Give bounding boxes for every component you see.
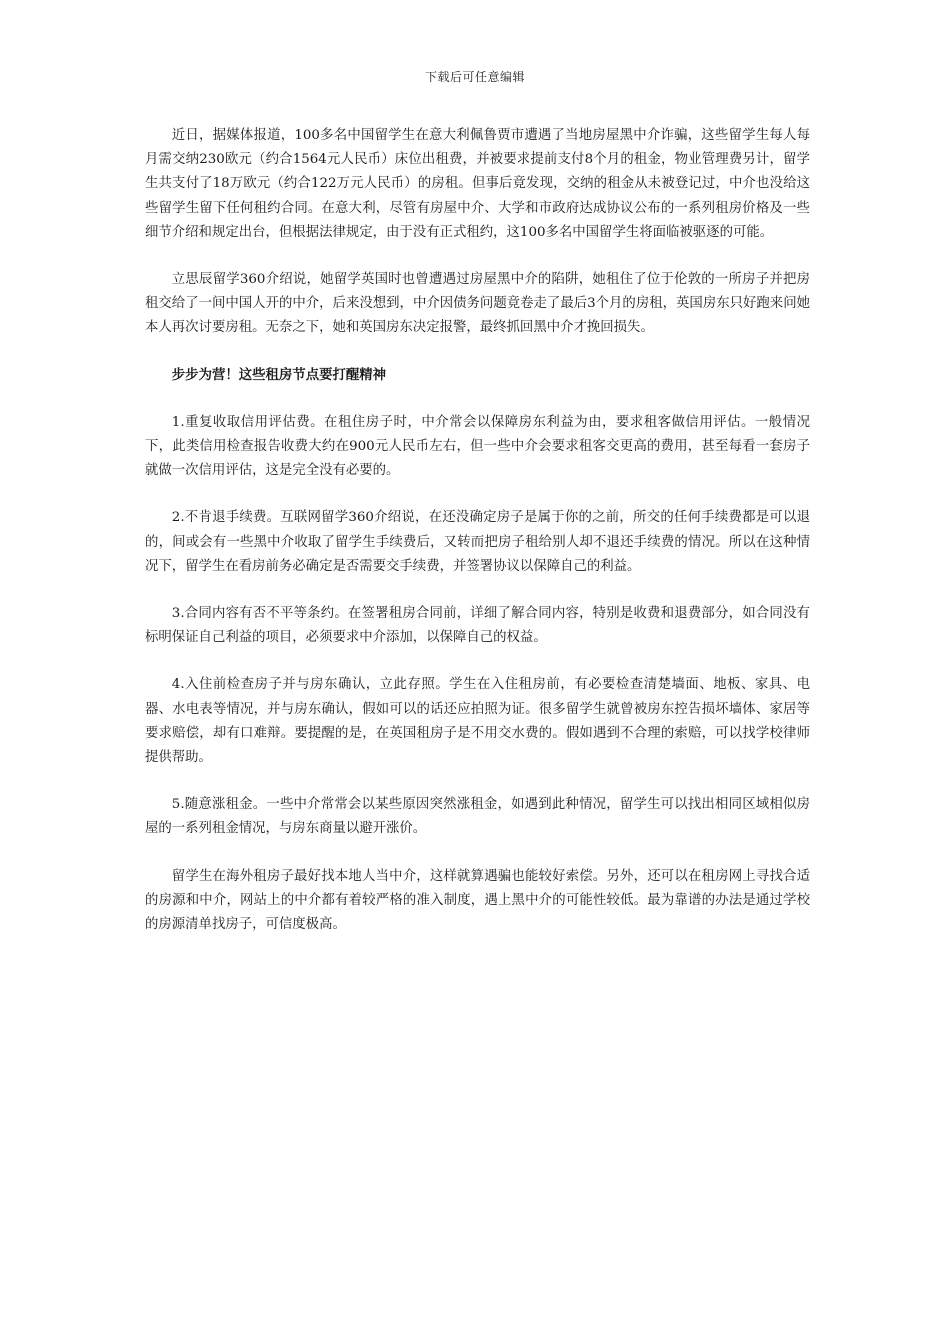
tip-paragraph-3: 3.合同内容有否不平等条约。在签署租房合同前，详细了解合同内容，特别是收费和退费部分，如合同没有标明保证自己利益的项目，必须要求中介添加，以保障自己的权益。 — [145, 606, 810, 646]
section-heading: 步步为营！这些租房节点要打醒精神 — [171, 367, 387, 383]
intro-paragraph-2: 立思辰留学360介绍说，她留学英国时也曾遭遇过房屋黑中介的陷阱，她租住了位于伦敦的一所房子并把房租交给了一间中国人开的中介，后来没想到，中介因债务问题竟卷走了最后3个月的房租，英国房东只好跑来问她本人再次讨要房租。无奈之下，她和英国房东决定报警，最终抓回黑中介才挽回损失。 — [145, 272, 810, 336]
tip-paragraph-5: 5.随意涨租金。一些中介常常会以某些原因突然涨租金，如遇到此种情况，留学生可以找出相同区域相似房屋的一系列租金情况，与房东商量以避开涨价。 — [145, 797, 810, 837]
intro-paragraph-1: 近日，据媒体报道，100多名中国留学生在意大利佩鲁贾市遭遇了当地房屋黑中介诈骗，这些留学生每人每月需交纳230欧元（约合1564元人民币）床位出租费，并被要求提前支付8个月的租金，物业管理费另计，留学生共支付了18万欧元（约合122万元人民币）的房租。但事后竟发现，交纳的租金从未被登记过，中介也没给这些留学生留下任何租约合同。在意大利，尽管有房屋中介、大学和市政府达成协议公布的一系列租房价格及一些细节介绍和规定出台，但根据法律规定，由于没有正式租约，这100多名中国留学生将面临被驱逐的可能。 — [145, 128, 810, 240]
page-header: 下载后可任意编辑 — [424, 70, 525, 84]
tip-paragraph-4: 4.入住前检查房子并与房东确认，立此存照。学生在入住租房前，有必要检查清楚墙面、地板、家具、电器、水电表等情况，并与房东确认，假如可以的话还应拍照为证。很多留学生就曾被房东控告损坏墙体、家居等要求赔偿，却有口难辩。要提醒的是，在英国租房子是不用交水费的。假如遇到不合理的索赔，可以找学校律师提供帮助。 — [145, 677, 810, 766]
document-body — [145, 124, 810, 960]
tip-paragraph-1: 1.重复收取信用评估费。在租住房子时，中介常会以保障房东利益为由，要求租客做信用评估。一般情况下，此类信用检查报告收费大约在900元人民币左右，但一些中介会要求租客交更高的费用，甚至每看一套房子就做一次信用评估，这是完全没有必要的。 — [145, 414, 810, 479]
tip-paragraph-2: 2.不肯退手续费。互联网留学360介绍说，在还没确定房子是属于你的之前，所交的任何手续费都是可以退的，间或会有一些黑中介收取了留学生手续费后，又转而把房子租给别人却不退还手续费的情况。所以在这种情况下，留学生在看房前务必确定是否需要交手续费，并签署协议以保障自己的利益。 — [145, 510, 810, 574]
conclusion-paragraph: 留学生在海外租房子最好找本地人当中介，这样就算遇骗也能较好索偿。另外，还可以在租房网上寻找合适的房源和中介，网站上的中介都有着较严格的准入制度，遇上黑中介的可能性较低。最为靠谱的办法是通过学校的房源清单找房子，可信度极高。 — [145, 868, 810, 933]
